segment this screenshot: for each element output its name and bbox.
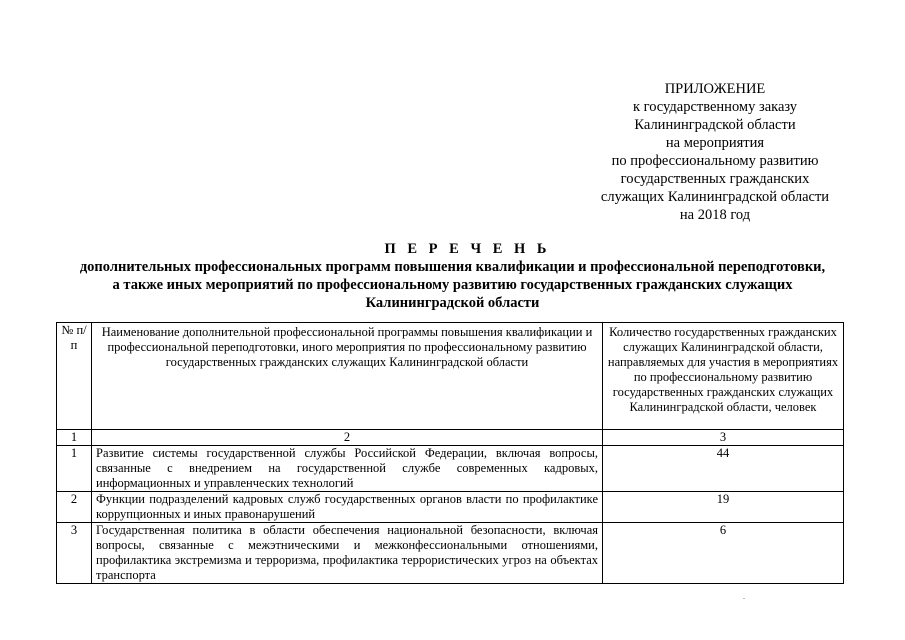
row-name: Функции подразделений кадровых служб государственных органов власти по профилактике коррупционных и иных правонарушений [92,492,603,523]
row-num: 3 [57,523,92,584]
row-qty: 19 [603,492,844,523]
table-row [57,446,844,492]
document-title [0,240,905,312]
index-cell: 2 [92,430,603,446]
programs-table [56,322,844,584]
appendix-line: ПРИЛОЖЕНИЕ [664,81,766,97]
index-cell: 3 [603,430,844,446]
appendix-line: к государственному заказу [632,99,798,115]
header-name: Наименование дополнительной профессиональной программы повышения квалификации и профессиональной переподготовки, иного мероприятия по профессиональному развитию государственных гражданских служащих Калининградской области [92,323,603,430]
row-name: Государственная политика в области обеспечения национальной безопасности, включая вопросы, связанные с межэтническими и межконфессиональными отношениями, профилактика экстремизма и терроризма, профилактика террористических угроз на объектах транспорта [92,523,603,584]
row-qty: 44 [603,446,844,492]
title-line: Калининградской области [365,295,540,311]
appendix-line: по профессиональному развитию [611,153,819,169]
row-num: 2 [57,492,92,523]
row-name: Развитие системы государственной службы Российской Федерации, включая вопросы, связанные с внедрением на государственной службе современных кадровых, информационных и управленческих технологий [92,446,603,492]
appendix-line: служащих Калининградской области [600,189,830,205]
appendix-line: на 2018 год [679,207,751,223]
header-qty: Количество государственных гражданских служащих Калининградской области, направляемых для участия в мероприятиях по профессиональному развитию государственных гражданских служащих Калининградской области, человек [603,323,844,430]
table-row [57,523,844,584]
table-header-row [57,323,844,430]
appendix-line: на мероприятия [665,135,765,151]
title-line: а также иных мероприятий по профессиональному развитию государственных гражданских служащих [112,277,793,293]
index-cell: 1 [57,430,92,446]
appendix-line: государственных гражданских [620,171,810,187]
table-index-row [57,430,844,446]
row-num: 1 [57,446,92,492]
scan-speck [743,598,745,599]
table-row [57,492,844,523]
row-qty: 6 [603,523,844,584]
appendix-block [560,80,870,224]
header-num: № п/п [57,323,92,430]
appendix-line: Калининградской области [634,117,796,133]
title-line: дополнительных профессиональных программ повышения квалификации и профессиональной переподготовки, [79,259,826,275]
title-heading: П Е Р Е Ч Е Н Ь [384,241,551,257]
